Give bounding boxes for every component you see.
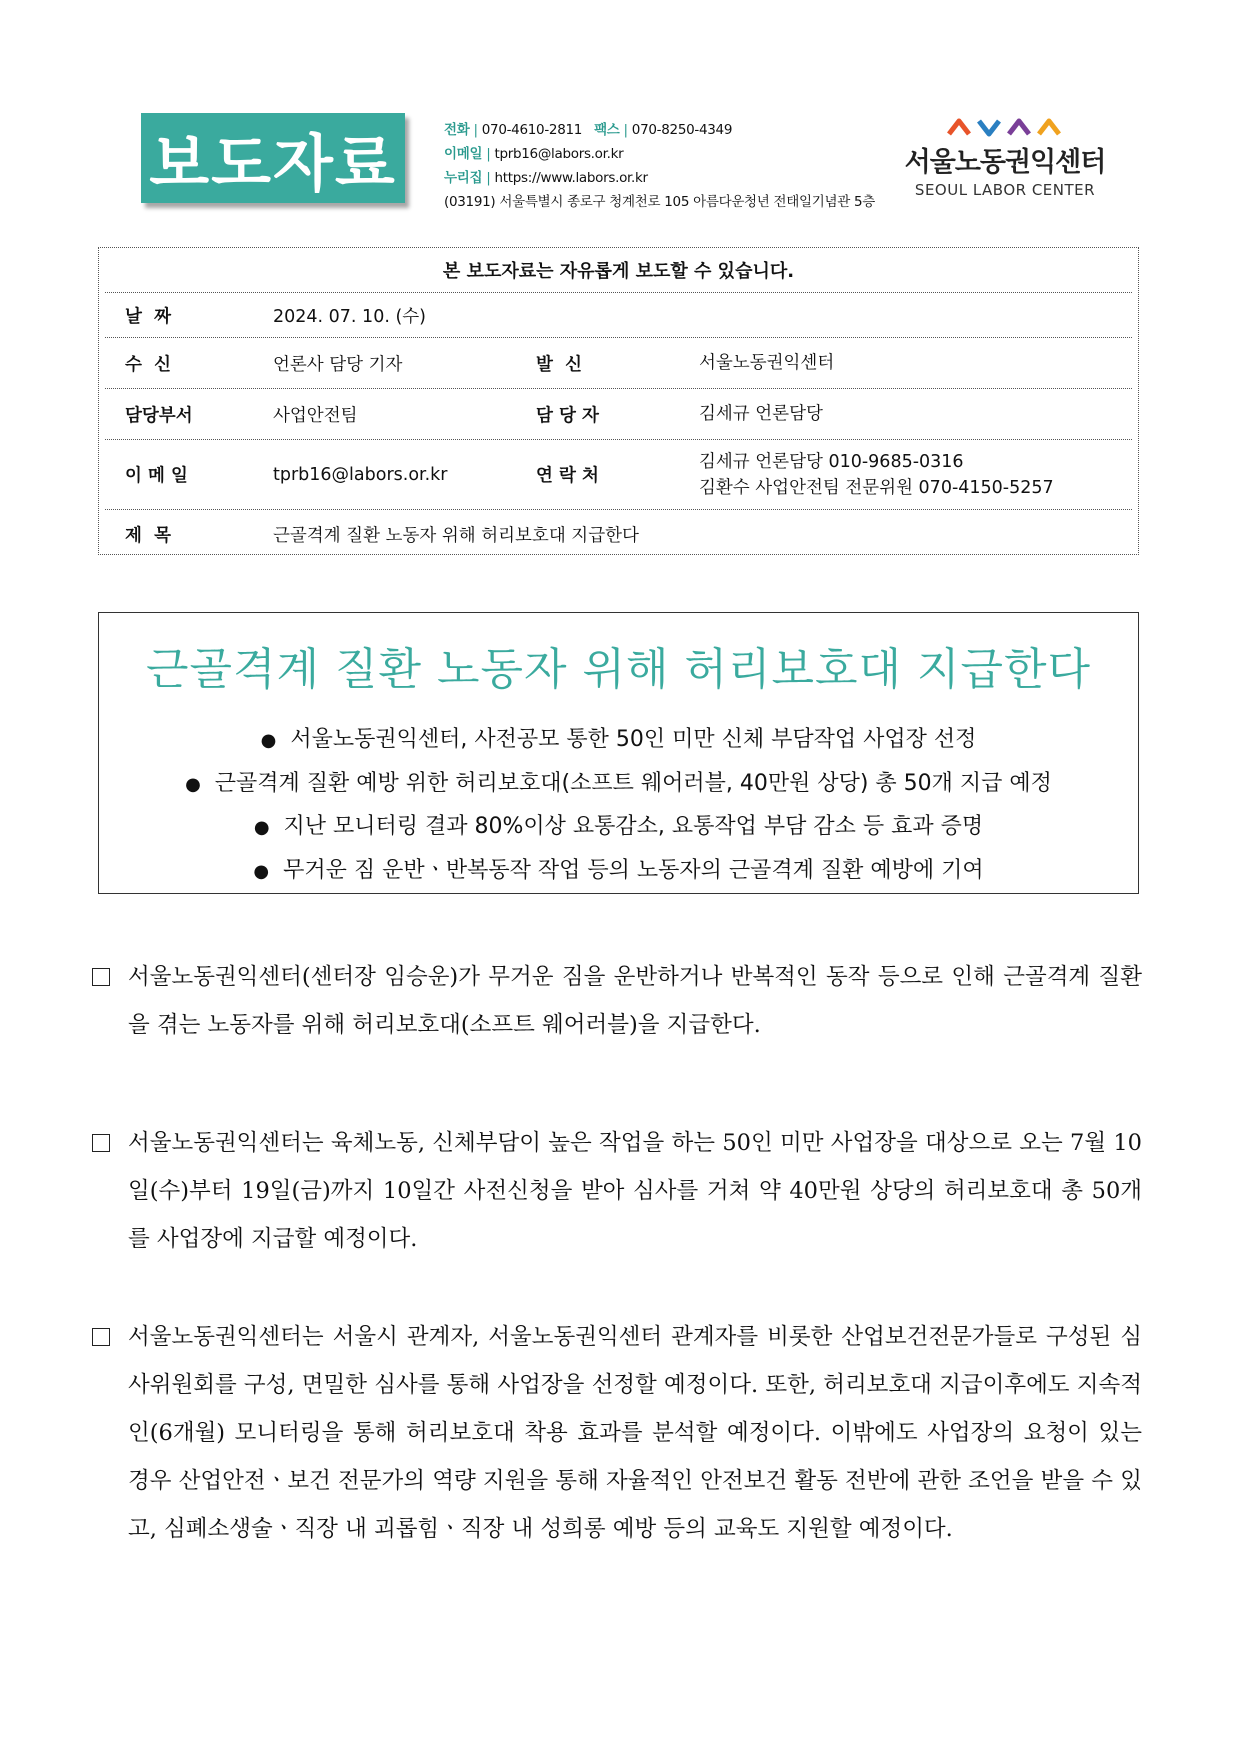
contact-2: 김환수 사업안전팀 전문위원 070-4150-5257 [699,477,1054,498]
person-label: 담 당 자 [536,405,599,426]
logo-name-ko: 서울노동권익센터 [904,147,1106,178]
body-paragraph-1: 서울노동권익센터(센터장 임승운)가 무거운 짐을 운반하거나 반복적인 동작 등으로 인해 근골격계 질환을 겪는 노동자를 위해 허리보호대(소프트 웨어러블)을 지급한다. [92,960,1142,1049]
headline-bullets [99,719,1138,893]
date-label: 날 짜 [125,306,171,327]
headline-title: 근골격계 질환 노동자 위해 허리보호대 지급한다 [145,644,1091,695]
to-value: 언론사 담당 기자 [273,354,403,375]
press-release-badge: 보도자료 [141,113,405,203]
info-table [98,247,1139,555]
row-subject [105,510,1132,559]
bullet-icon: ● [185,773,201,795]
contact-label: 연 락 처 [536,466,599,486]
contact-values [699,449,1132,501]
logo-mark-icon [945,116,1065,138]
body-paragraph-3: 서울노동권익센터는 서울시 관계자, 서울노동권익센터 관계자를 비롯한 산업보건전문가들로 구성된 심사위원회를 구성, 면밀한 심사를 통해 사업장을 선정할 예정이다. 또한, 허리보호대 지급이후에도 지속적인(6개월) 모니터링을 통해 허리보호대 착용 효과를 분석할 예정이다. 이밖에도 사업장의 요청이 있는 경우 산업안전ㆍ보건 전문가의 역량 지원을 통해 자율적인 안전보건 활동 전반에 관한 조언을 받을 수 있고, 심폐소생술ㆍ직장 내 괴롭힘ㆍ직장 내 성희롱 예방 등의 교육도 지원할 예정이다. [92,1320,1142,1553]
seoul-labor-center-logo [900,116,1110,199]
subject-value: 근골격계 질환 노동자 위해 허리보호대 지급한다 [273,526,639,546]
body-paragraph-2: 서울노동권익센터는 육체노동, 신체부담이 높은 작업을 하는 50인 미만 사업장을 대상으로 오는 7월 10일(수)부터 19일(금)까지 10일간 사전신청을 받아 심사를 거쳐 약 40만원 상당의 허리보호대 총 50개를 사업장에 지급할 예정이다. [92,1126,1142,1263]
email-label: 이메일 [444,146,483,162]
to-label: 수 신 [125,354,171,375]
dept-label: 담당부서 [125,405,193,426]
headline-box [98,612,1139,894]
contact-block [444,118,875,214]
web-label: 누리집 [444,170,483,186]
checkbox-square-icon [92,968,110,986]
headline-bullet: ● 지난 모니터링 결과 80%이상 요통감소, 요통작업 부담 감소 등 효과 증명 [253,814,984,839]
row-recipient [105,338,1132,389]
bullet-icon: ● [253,817,270,838]
date-value: 2024. 07. 10. (수) [273,306,427,327]
logo-name-en: SEOUL LABOR CENTER [914,181,1096,199]
web-value: https://www.labors.or.kr [494,170,648,186]
fax-value: 070-8250-4349 [631,122,733,138]
email-label: 이 메 일 [125,466,188,486]
fax-label: 팩스 [594,122,620,138]
address: (03191) 서울특별시 종로구 청계천로 105 아름다운청년 전태일기념관 5층 [444,194,875,210]
free-report-notice: 본 보도자료는 자유롭게 보도할 수 있습니다. [105,248,1132,293]
dept-value: 사업안전팀 [273,405,358,426]
contact-line-email: 이메일 | tprb16@labors.or.kr [444,146,624,162]
row-email [105,440,1132,510]
bullet-icon: ● [260,730,277,751]
person-value: 김세규 언론담당 [699,404,823,424]
contact-line-web: 누리집 | https://www.labors.or.kr [444,170,648,186]
subject-label: 제 목 [125,526,171,546]
headline-bullet: ● 무거운 짐 운반ㆍ반복동작 작업 등의 노동자의 근골격계 질환 예방에 기여 [253,857,984,883]
checkbox-square-icon [92,1328,110,1346]
email-value: tprb16@labors.or.kr [494,146,624,162]
bullet-icon: ● [253,860,270,882]
contact-1: 김세규 언론담당 010-9685-0316 [699,451,964,472]
headline-bullet: ● 근골격계 질환 예방 위한 허리보호대(소프트 웨어러블, 40만원 상당) 총 50개 지급 예정 [185,770,1052,796]
headline-bullet: ● 서울노동권익센터, 사전공모 통한 50인 미만 신체 부담작업 사업장 선정 [260,727,977,752]
from-label: 발 신 [536,354,582,375]
checkbox-square-icon [92,1134,110,1152]
from-value: 서울노동권익센터 [699,353,835,373]
row-department [105,389,1132,440]
phone-value: 070-4610-2811 [481,122,583,138]
contact-line-phone: 전화 | 070-4610-2811 팩스 | 070-8250-4349 [444,122,733,138]
email-value: tprb16@labors.or.kr [273,464,448,485]
phone-label: 전화 [444,122,470,138]
row-date [105,293,1132,338]
